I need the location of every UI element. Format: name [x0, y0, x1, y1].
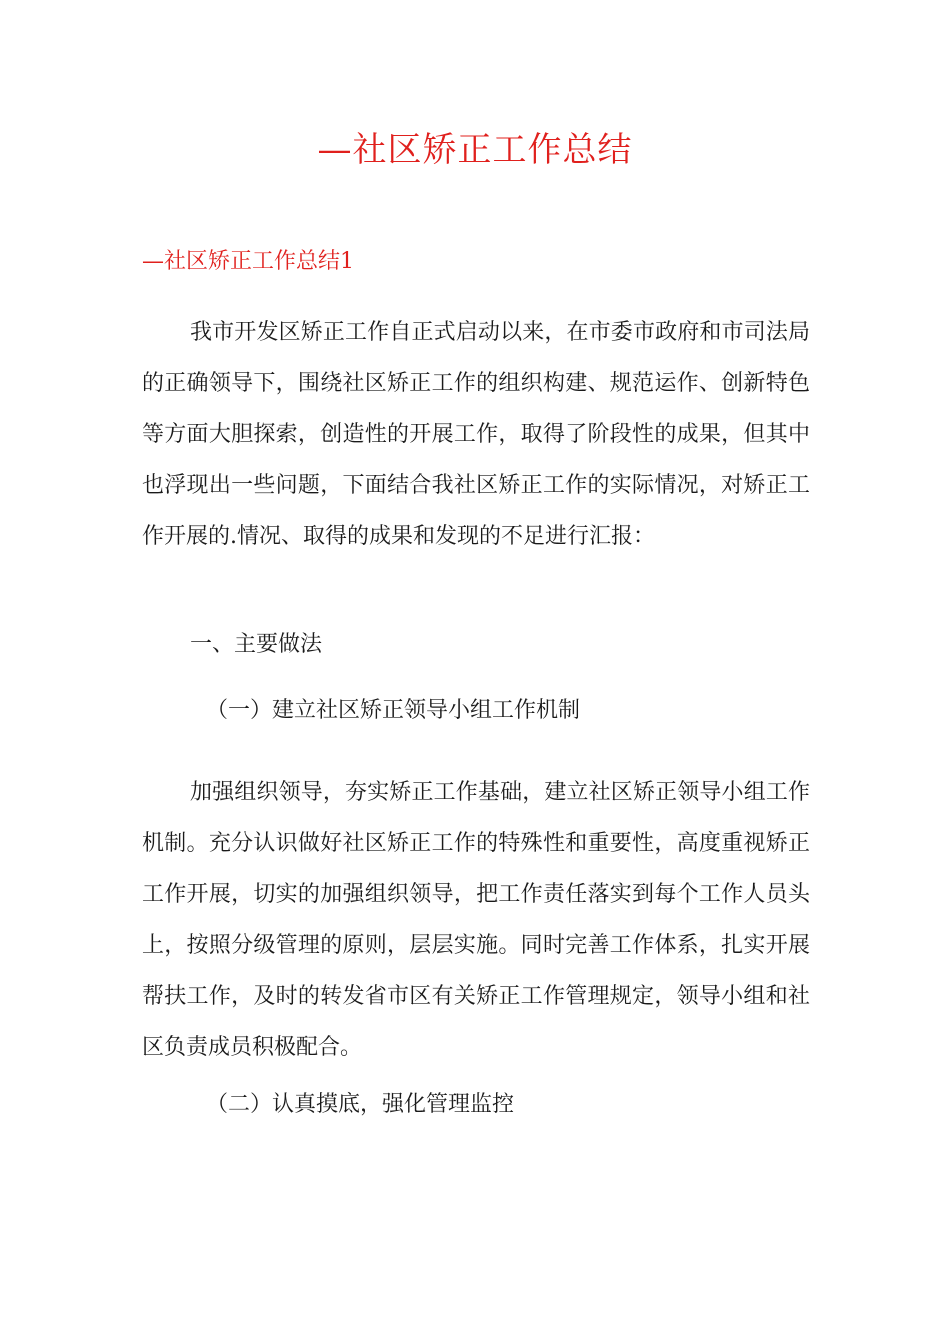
leadership-paragraph: 加强组织领导，夯实矫正工作基础，建立社区矫正领导小组工作机制。充分认识做好社区矫正工作的特殊性和重要性，高度重视矫正工作开展，切实的加强组织领导，把工作责任落实到每个工作人员头上，按照分级管理的原则，层层实施。同时完善工作体系，扎实开展帮扶工作，及时的转发省市区有关矫正工作管理规定，领导小组和社区负责成员积极配合。	[142, 780, 810, 1060]
heading-management-monitoring: （二）认真摸底，强化管理监控	[206, 1092, 515, 1117]
intro-paragraph: 我市开发区矫正工作自正式启动以来，在市委市政府和市司法局的正确领导下，围绕社区矫正工作的组织构建、规范运作、创新特色等方面大胆探索，创造性的开展工作，取得了阶段性的成果，但其中也浮现出一些问题，下面结合我社区矫正工作的实际情况，对矫正工作开展的.情况、取得的成果和发现的不足进行汇报：	[142, 320, 810, 549]
heading-main-practices: 一、主要做法	[190, 632, 323, 657]
section-subtitle: —社区矫正工作总结1	[142, 249, 354, 274]
document-title: —社区矫正工作总结	[317, 130, 633, 170]
heading-leadership-mechanism: （一）建立社区矫正领导小组工作机制	[206, 698, 581, 723]
